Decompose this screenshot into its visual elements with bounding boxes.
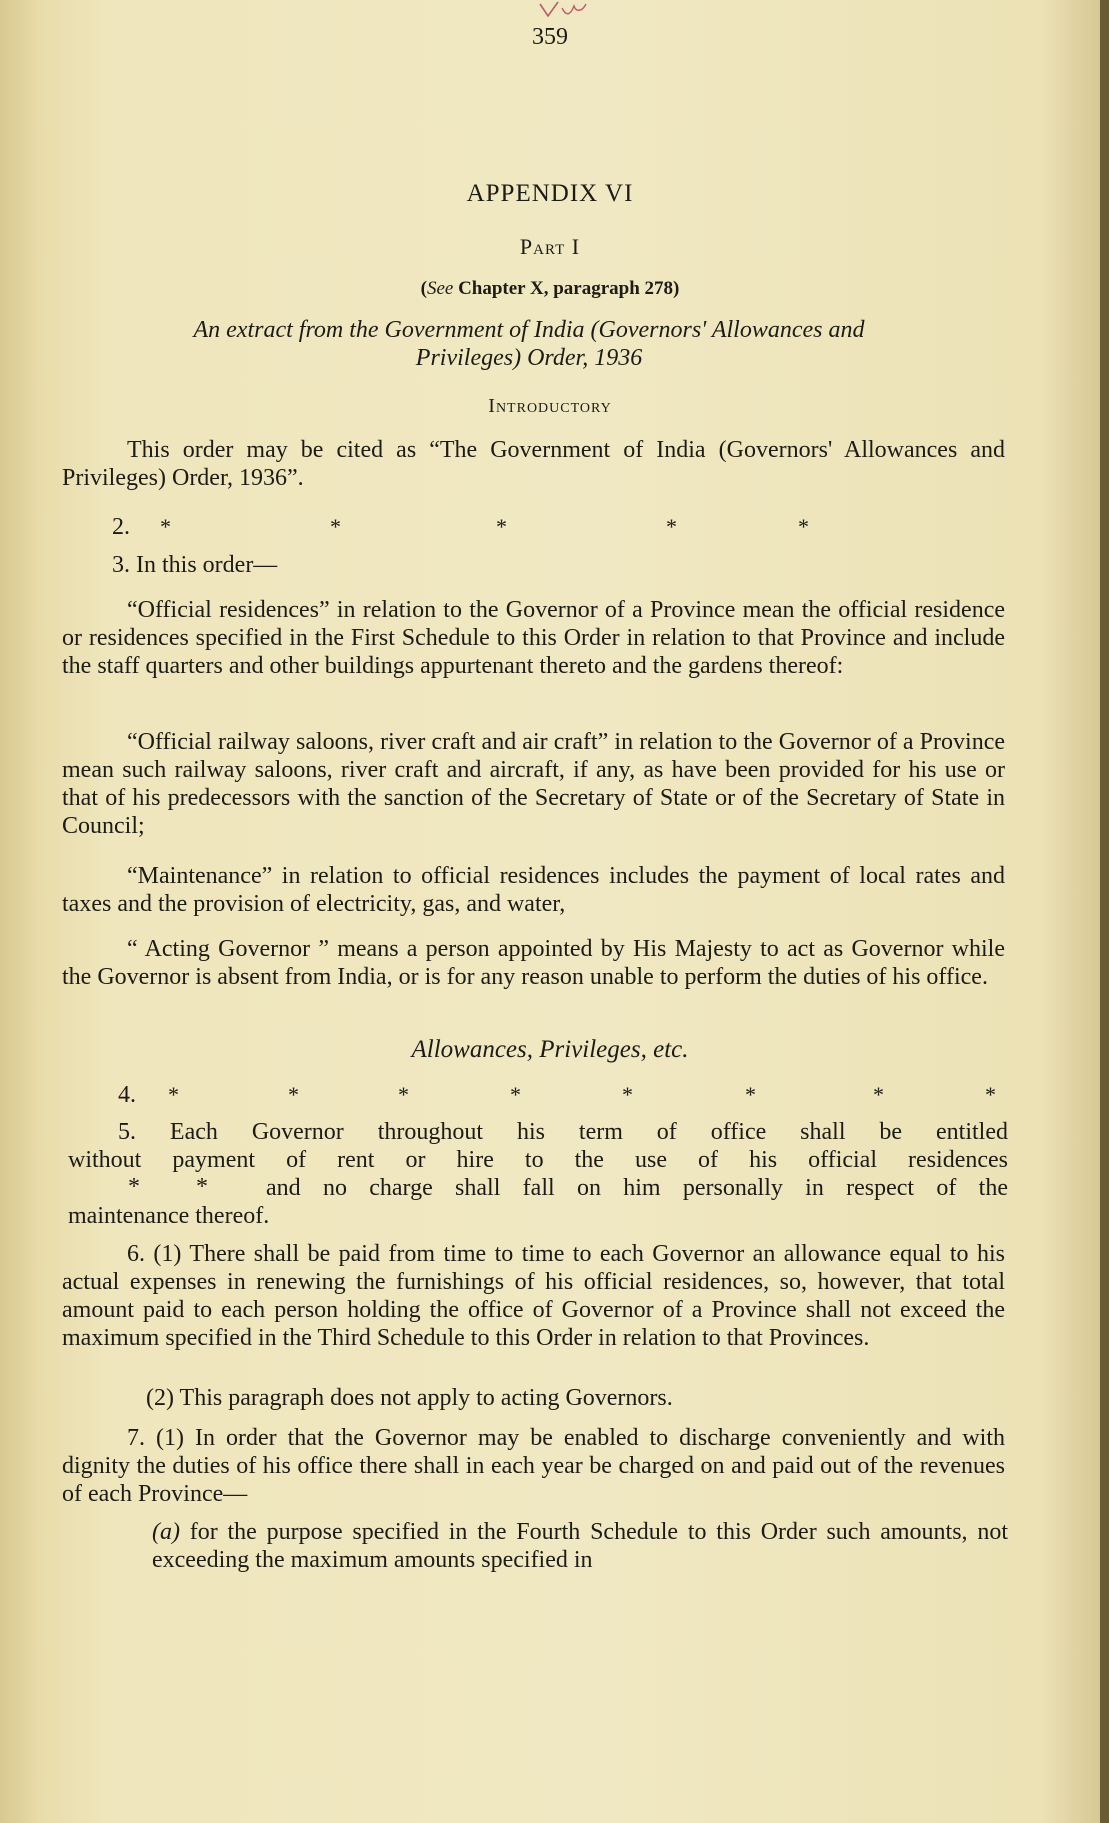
- order-extract-title: [56, 316, 1002, 372]
- paragraph-2-number: 2.: [112, 514, 130, 540]
- extract-line-1: An extract from the Government of India (Governors' Allowances and: [193, 317, 865, 343]
- chapter-reference: [0, 278, 1100, 300]
- paragraph-5-line-2: without payment of rent or hire to the use of his official residences: [68, 1147, 1008, 1173]
- omission-star: *: [160, 514, 171, 539]
- clause-a-text: for the purpose specified in the Fourth Schedule to this Order such amounts, not exceeding the maximum amounts specified in: [152, 1519, 1008, 1573]
- paragraph-7-a: [152, 1518, 1008, 1574]
- omission-star: *: [510, 1082, 521, 1107]
- clause-a-label: (a): [152, 1519, 180, 1545]
- pencil-check-mark: [536, 0, 596, 22]
- paragraph-3: 3. In this order—: [112, 552, 278, 578]
- definition-official-residences: “Official residences” in relation to the Governor of a Province mean the official residence or residences specified in the First Schedule to this Order in relation to that Province and include the staff quarters and other buildings appurtenant thereto and the gardens thereof:: [62, 597, 1005, 679]
- reference-see: See: [426, 278, 454, 299]
- paragraph-5-line-1: 5. Each Governor throughout his term of office shall be entitled: [118, 1119, 1008, 1145]
- omission-star: *: [622, 1082, 633, 1107]
- extract-line-2: Privileges) Order, 1936: [415, 345, 643, 371]
- page-edge: [1100, 0, 1109, 1823]
- appendix-title: APPENDIX VI: [466, 180, 634, 207]
- definition-acting-governor: “ Acting Governor ” means a person appointed by His Majesty to act as Governor while the Governor is absent from India, or is for any reason unable to perform the duties of his office.: [62, 936, 1005, 990]
- omission-star: *: [398, 1082, 409, 1107]
- omission-star: *: [985, 1082, 996, 1107]
- omission-star: *: [798, 514, 809, 539]
- omission-star: *: [196, 1174, 208, 1200]
- part-title: Part I: [519, 234, 581, 259]
- reference-open-paren: (: [420, 278, 427, 299]
- paragraph-1-citation: This order may be cited as “The Government of India (Governors' Allowances and Privileges) Order, 1936”.: [62, 437, 1005, 491]
- reference-rest: Chapter X, paragraph 278): [453, 278, 680, 299]
- omission-star: *: [288, 1082, 299, 1107]
- definition-maintenance: “Maintenance” in relation to official residences includes the payment of local rates and taxes and the provision of electricity, gas, and water,: [62, 863, 1005, 917]
- paragraph-7-1: 7. (1) In order that the Governor may be enabled to discharge conveniently and with dignity the duties of his office there shall in each year be charged on and paid out of the revenues of each Province—: [62, 1425, 1005, 1507]
- paragraph-5-line-4: maintenance thereof.: [68, 1203, 270, 1229]
- page-number: 359: [532, 24, 568, 50]
- paragraph-6-1: 6. (1) There shall be paid from time to time to each Governor an allowance equal to his actual expenses in renewing the furnishings of his official residences, so, however, that total amount paid to each person holding the office of Governor of a Province shall not exceed the maximum specified in the Third Schedule to this Order in relation to that Provinces.: [62, 1241, 1005, 1351]
- omission-star: *: [168, 1082, 179, 1107]
- paragraph-6-2: (2) This paragraph does not apply to acting Governors.: [146, 1385, 673, 1411]
- paragraph-5-line-3: and no charge shall fall on him personally in respect of the: [266, 1175, 1008, 1201]
- omission-star: *: [745, 1082, 756, 1107]
- definition-railway-saloons: “Official railway saloons, river craft and air craft” in relation to the Governor of a Province mean such railway saloons, river craft and aircraft, if any, as have been provided for his use or that of his predecessors with the sanction of the Secretary of State or of the Secretary of State in Council;: [62, 729, 1005, 839]
- introductory-heading: Introductory: [488, 395, 612, 417]
- paragraph-4-number: 4.: [118, 1082, 136, 1108]
- omission-star: *: [873, 1082, 884, 1107]
- section-heading-allowances: Allowances, Privileges, etc.: [411, 1036, 689, 1063]
- omission-star: *: [496, 514, 507, 539]
- omission-star: *: [128, 1174, 140, 1200]
- omission-star: *: [666, 514, 677, 539]
- omission-star: *: [330, 514, 341, 539]
